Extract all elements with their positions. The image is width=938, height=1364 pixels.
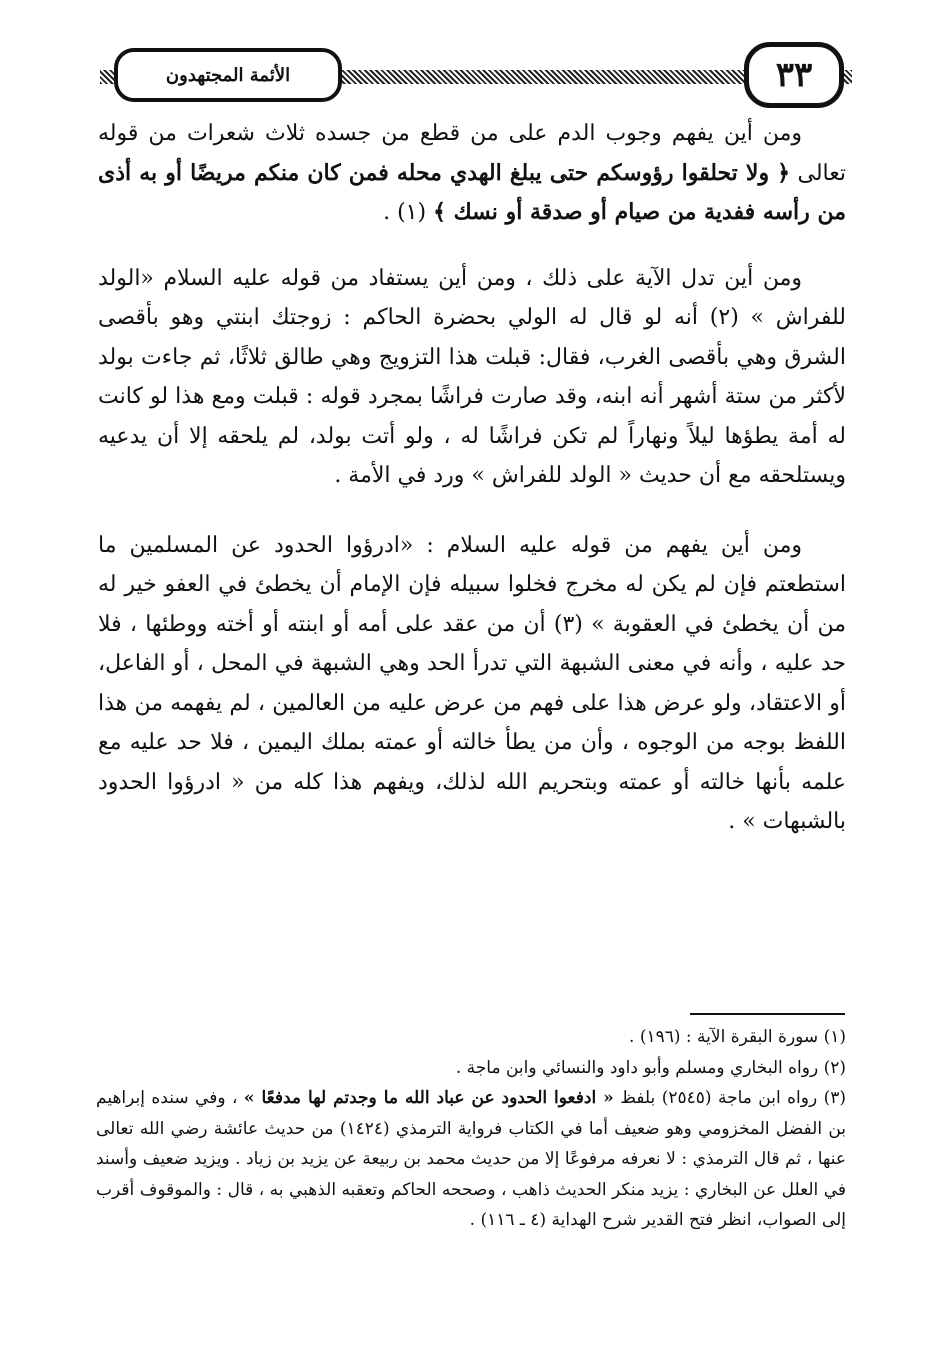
footnote-3-body: ، وفي سنده إبراهيم بن الفضل المخزومي وهو ضعيف أما في الكتاب فرواية الترمذي (١٤٢٤) من حديث عائشة رضي الله تعالى عنها ، ثم قال الترمذي : لا نعرفه مرفوعًا إلا من حديث محمد بن ربيعة عن يزيد بن زياد . ويزيد ضعيف وأسند في العلل عن البخاري : يزيد منكر الحديث ذاهب ، وصححه الحاكم وتعقبه الذهبي به ، قال : والموقوف أقرب إلى الصواب، انظر فتح القدير شرح الهداية (٤ ـ ١١٦) . bbox=[96, 1088, 847, 1230]
main-text bbox=[98, 114, 846, 872]
running-title: الأئمة المجتهدون bbox=[114, 48, 342, 102]
footnotes bbox=[96, 1022, 846, 1236]
quran-verse: ﴿ ولا تحلقوا رؤوسكم حتى يبلغ الهدي محله فمن كان منكم مريضًا أو به أذى من رأسه ففدية من صيام أو صدقة أو نسك ﴾ bbox=[98, 159, 846, 225]
page-number: ٣٣ bbox=[744, 42, 844, 108]
footnote-1: (١) سورة البقرة الآية : (١٩٦) . bbox=[629, 1027, 846, 1047]
paragraph-1-intro: ومن أين يفهم وجوب الدم على من قطع من جسده ثلاث شعرات من قوله تعالى bbox=[98, 121, 846, 186]
footnote-3 bbox=[96, 1083, 846, 1236]
footnote-3-intro: (٣) رواه ابن ماجة (٢٥٤٥) بلفظ bbox=[620, 1088, 847, 1108]
footnote-ref-1: (١) . bbox=[383, 200, 427, 225]
paragraph-1 bbox=[98, 114, 846, 233]
footnote-separator bbox=[690, 1013, 845, 1015]
footnote-3-quote: « ادفعوا الحدود عن عباد الله ما وجدتم لها مدفعًا » bbox=[243, 1088, 614, 1108]
page-header bbox=[100, 38, 852, 112]
paragraph-3: ومن أين يفهم من قوله عليه السلام : «ادرؤوا الحدود عن المسلمين ما استطعتم فإن لم يكن له مخرج فخلوا سبيله فإن الإمام أن يخطئ في العفو خير له من أن يخطئ في العقوبة » (٣) أن من عقد على أمه أو ابنته أو أخته ووطئها ، فلا حد عليه ، وأنه في معنى الشبهة التي تدرأ الحد وهي الشبهة في المحل ، أو الفاعل، أو الاعتقاد، ولو عرض هذا على فهم من عرض عليه من العالمين ، لم يفهمه من هذا اللفظ بوجه من الوجوه ، وأن من يطأ خالته أو عمته بملك اليمين ، فلا حد عليه مع علمه بأنها خالته أو عمته وبتحريم الله لذلك، ويفهم هذا كله من « ادرؤوا الحدود بالشبهات » . bbox=[98, 532, 847, 834]
footnote-2: (٢) رواه البخاري ومسلم وأبو داود والنسائي وابن ماجة . bbox=[455, 1057, 846, 1078]
paragraph-2: ومن أين تدل الآية على ذلك ، ومن أين يستفاد من قوله عليه السلام «الولد للفراش » (٢) أنه لو قال له الولي بحضرة الحاكم : زوجتك ابنتي وهو بأقصى الشرق وهي بأقصى الغرب، فقال: قبلت هذا التزويج وهي طالق ثلاثًا، ثم جاءت بولد لأكثر من ستة أشهر أنه ابنه، وقد صارت فراشًا بمجرد قوله : قبلت ومع هذا لو كانت له أمة يطؤها ليلاً ونهاراً لم تكن فراشًا له ، ولو أتت بولد، لم يلحقه إلا أن يدعيه ويستلحقه مع أن حديث « الولد للفراش » ورد في الأمة . bbox=[98, 265, 846, 488]
